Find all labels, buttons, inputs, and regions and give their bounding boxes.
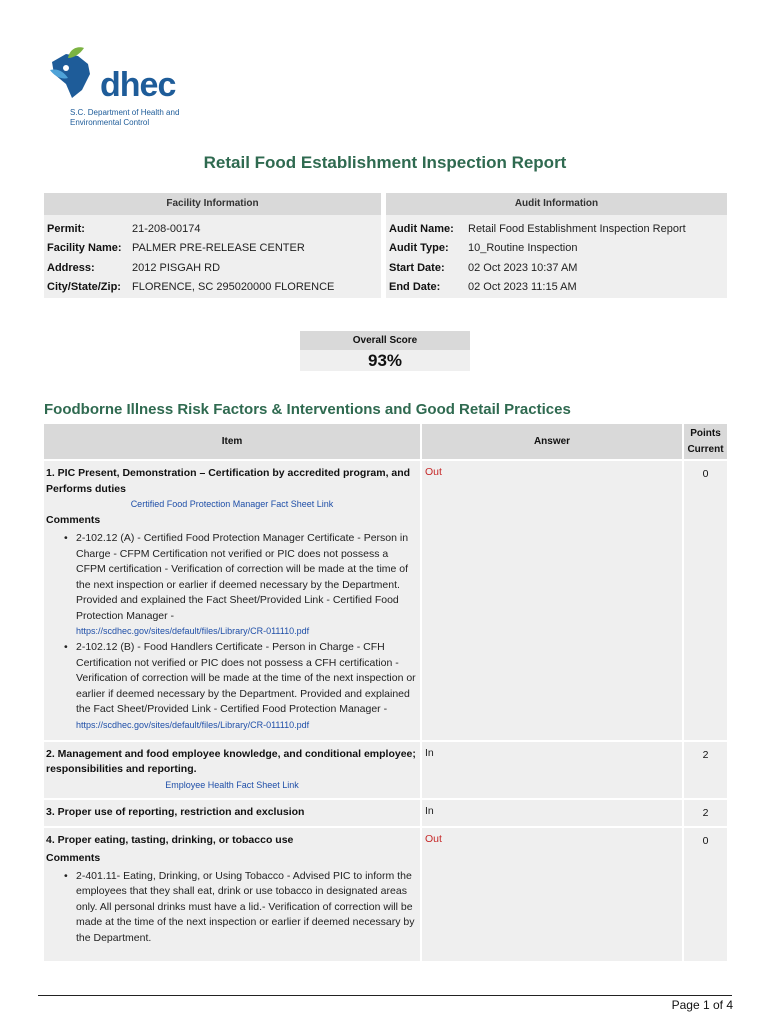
dhec-logo <box>44 44 204 134</box>
info-row <box>386 278 727 298</box>
item-title: 3. Proper use of reporting, restriction and exclusion <box>46 805 305 818</box>
facility-info <box>44 193 381 298</box>
info-row <box>44 219 381 239</box>
page-number: Page 1 of 4 <box>671 998 733 1012</box>
palmetto-state-icon <box>44 44 104 104</box>
info-value: 02 Oct 2023 10:37 AM <box>468 261 578 274</box>
overall-score <box>300 331 470 371</box>
answer-cell: In <box>422 742 682 798</box>
table-row <box>44 742 727 798</box>
comments-label: Comments <box>46 851 101 864</box>
info-label: Facility Name: <box>47 242 122 255</box>
points-cell: 0 <box>684 828 727 961</box>
points-cell: 2 <box>684 742 727 798</box>
audit-info-header: Audit Information <box>386 193 727 215</box>
comments-label: Comments <box>46 514 101 526</box>
table-row <box>44 800 727 827</box>
comment-item <box>64 640 418 733</box>
comment-text: 2-102.12 (B) - Food Handlers Certificate - Person in Charge - CFH Certification not verified or PIC does not possess a CFH certification -Verification of correction will be made at the time of the next inspection or earlier if deemed necessary by the Department. Provided and explained the Fact Sheet/Provided Link - Certified Food Protection Manager - <box>76 641 416 715</box>
info-label: Audit Type: <box>389 242 449 255</box>
table-row <box>44 828 727 961</box>
info-label: Audit Name: <box>389 222 454 235</box>
info-value: 21-208-00174 <box>132 222 201 235</box>
points-cell: 2 <box>684 800 727 827</box>
info-label: Start Date: <box>389 261 445 274</box>
section-title: Foodborne Illness Risk Factors & Interventions and Good Retail Practices <box>44 401 571 418</box>
comments-list <box>46 869 418 947</box>
report-title: Retail Food Establishment Inspection Report <box>203 153 567 172</box>
info-row <box>386 239 727 259</box>
info-label: Permit: <box>47 222 85 235</box>
column-header-answer: Answer <box>422 424 682 459</box>
answer-cell: Out <box>422 461 682 740</box>
comment-item <box>64 869 418 947</box>
info-value: Retail Food Establishment Inspection Report <box>468 222 686 235</box>
table-row <box>44 461 727 740</box>
overall-score-value: 93% <box>367 351 403 370</box>
comment-link[interactable]: https://scdhec.gov/sites/default/files/Library/CR-011110.pdf <box>76 626 310 636</box>
item-title: 2. Management and food employee knowledge, and conditional employee; responsibilities and reporting. <box>46 747 416 775</box>
info-label: City/State/Zip: <box>47 281 121 294</box>
item-cell <box>44 828 420 961</box>
info-label: Address: <box>47 261 95 274</box>
comments-list <box>46 531 418 733</box>
info-value: 2012 PISGAH RD <box>132 261 221 274</box>
fact-sheet-link[interactable]: Employee Health Fact Sheet Link <box>165 779 299 790</box>
logo-subtitle: S.C. Department of Health and Environmental Control <box>70 108 180 127</box>
comment-link[interactable]: https://scdhec.gov/sites/default/files/Library/CR-011110.pdf <box>76 719 310 730</box>
footer-divider <box>38 995 732 996</box>
inspection-table <box>44 424 727 961</box>
column-header-points: Points Current <box>684 424 727 459</box>
info-row <box>44 278 381 298</box>
info-label: End Date: <box>389 281 441 294</box>
column-header-item: Item <box>44 424 420 459</box>
fact-sheet-link[interactable]: Certified Food Protection Manager Fact Sheet Link <box>130 499 334 509</box>
table-header <box>44 424 727 459</box>
info-value: 10_Routine Inspection <box>468 242 578 255</box>
comment-text: 2-102.12 (A) - Certified Food Protection Manager Certificate - Person in Charge - CFPM Certification not verified or PIC does not possess a CFPM certification - Verification of correction will be made at the time of the next inspection or earlier if deemed necessary by the Department. Provided and explained the Fact Sheet/Provided Link - Certified Food Protection Manager - <box>76 532 409 622</box>
info-row <box>44 258 381 278</box>
info-value: PALMER PRE-RELEASE CENTER <box>132 242 305 255</box>
points-cell: 0 <box>684 461 727 740</box>
info-value: 02 Oct 2023 11:15 AM <box>468 281 577 294</box>
info-row <box>386 258 727 278</box>
overall-score-label: Overall Score <box>300 331 470 350</box>
item-cell <box>44 800 420 827</box>
audit-info <box>386 193 727 298</box>
info-row <box>386 219 727 239</box>
item-title: 4. Proper eating, tasting, drinking, or tobacco use <box>46 834 294 846</box>
item-cell <box>44 461 420 740</box>
item-cell <box>44 742 420 798</box>
comment-item <box>64 531 418 639</box>
item-title: 1. PIC Present, Demonstration – Certification by accredited program, and Performs duties <box>46 467 411 495</box>
info-value: FLORENCE, SC 295020000 FLORENCE <box>132 281 335 294</box>
answer-cell: In <box>422 800 682 827</box>
answer-cell: Out <box>422 828 682 961</box>
comment-text: 2-401.11- Eating, Drinking, or Using Tobacco - Advised PIC to inform the employees that they shall eat, drink or use tobacco in designated areas only. All personal drinks must have a lid.- Verification of correction will be made at the time of the next inspection or earlier if deemed necessary by the Department. <box>76 869 415 944</box>
info-row <box>44 239 381 259</box>
logo-wordmark: dhec <box>100 66 176 104</box>
facility-info-header: Facility Information <box>44 193 381 215</box>
